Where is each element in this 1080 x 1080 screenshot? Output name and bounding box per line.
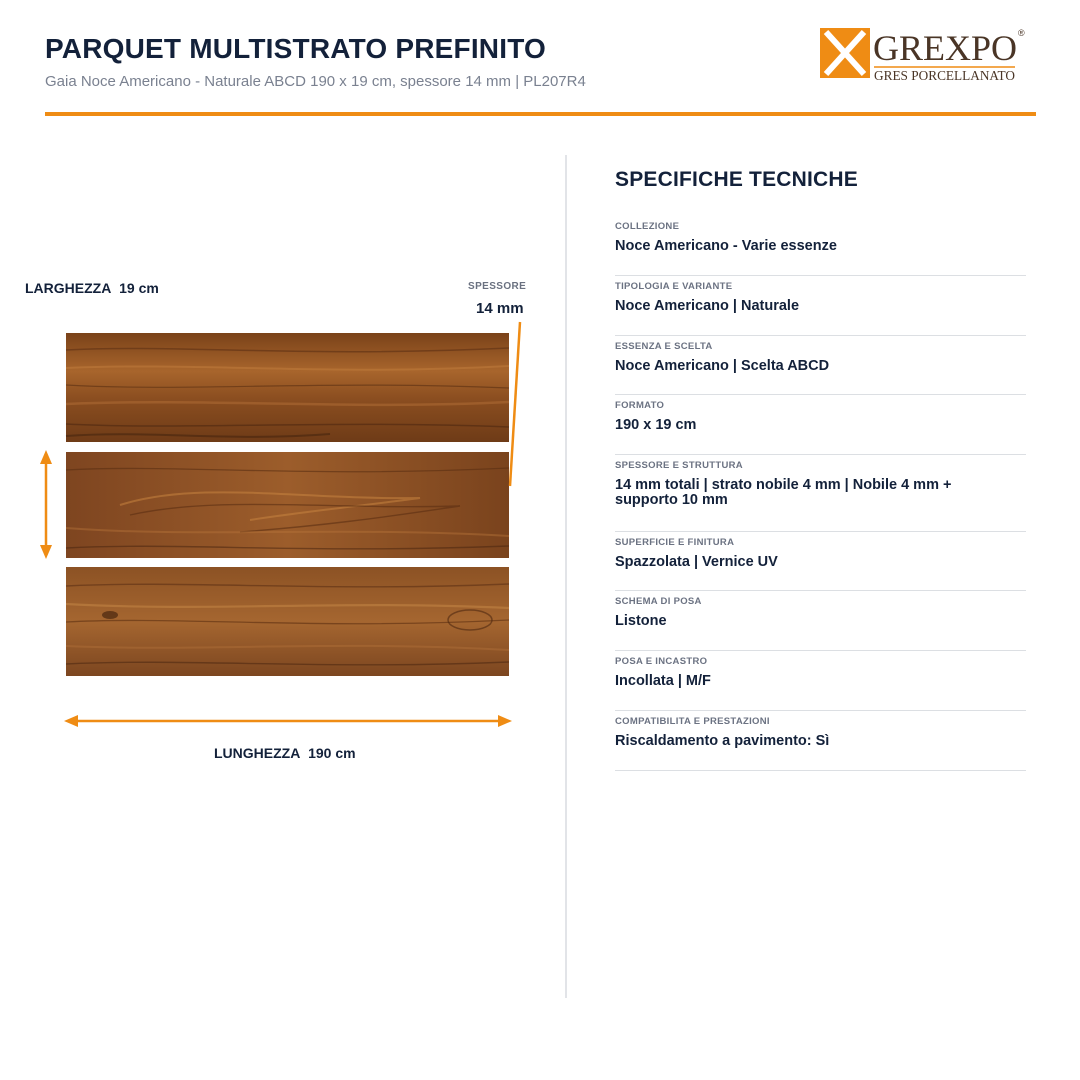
spec-value: Riscaldamento a pavimento: Sì [615,733,830,749]
column-divider [565,155,567,998]
spec-value: Noce Americano | Scelta ABCD [615,358,830,374]
width-label: LARGHEZZA [25,280,112,296]
page-subtitle: Gaia Noce Americano - Naturale ABCD 190 x 19 cm, spessore 14 mm | PL207R4 [45,73,586,90]
spec-row [615,651,1026,711]
spec-label: COLLEZIONE [615,221,680,232]
spec-value: Noce Americano | Naturale [615,298,800,314]
grexpo-logo-icon [818,24,1030,86]
spec-value: 14 mm totali | strato nobile 4 mm | Nobile 4 mm + supporto 10 mm [615,477,952,508]
spec-value: 190 x 19 cm [615,417,697,433]
thickness-value: 14 mm [476,300,524,317]
spec-label: TIPOLOGIA E VARIANTE [615,281,733,292]
spec-label: SCHEMA DI POSA [615,596,702,607]
dimension-arrow-vertical-icon [40,450,52,559]
width-value: 19 cm [119,280,159,296]
spec-value: Spazzolata | Vernice UV [615,554,778,570]
plank-bottom [66,567,509,676]
length-value: 190 cm [308,745,356,761]
logo-registered-mark: ® [1018,28,1025,38]
spec-label: SUPERFICIE E FINITURA [615,537,735,548]
spec-label: SPESSORE E STRUTTURA [615,460,743,471]
spec-row [615,395,1026,455]
plank-top [66,333,509,442]
spec-row [615,276,1026,336]
spec-row [615,591,1026,651]
spec-row [615,711,1026,771]
spec-value: Incollata | M/F [615,673,711,689]
spec-label: ESSENZA E SCELTA [615,341,713,352]
logo-tagline: GRES PORCELLANATO [874,69,1015,84]
length-label: LUNGHEZZA [214,745,301,761]
header-divider [45,112,1036,116]
logo-wordmark: GREXPO [873,28,1018,68]
spec-label: FORMATO [615,400,665,411]
spec-value: Listone [615,613,667,629]
plank-middle [66,452,509,558]
spec-label: COMPATIBILITA E PRESTAZIONI [615,716,770,727]
width-dimension [25,280,159,296]
specs-list [615,216,1026,771]
spec-row [615,532,1026,591]
spec-row [615,216,1026,276]
spec-value: Noce Americano - Varie essenze [615,238,837,254]
page-title: PARQUET MULTISTRATO PREFINITO [45,33,546,64]
specs-heading: SPECIFICHE TECNICHE [615,168,858,191]
thickness-label: SPESSORE [468,281,527,292]
plank-illustration [0,300,560,780]
spec-label: POSA E INCASTRO [615,656,708,667]
dimension-arrow-horizontal-icon [64,715,512,727]
thickness-leader-icon [510,322,520,486]
spec-row [615,336,1026,395]
spec-row [615,455,1026,532]
